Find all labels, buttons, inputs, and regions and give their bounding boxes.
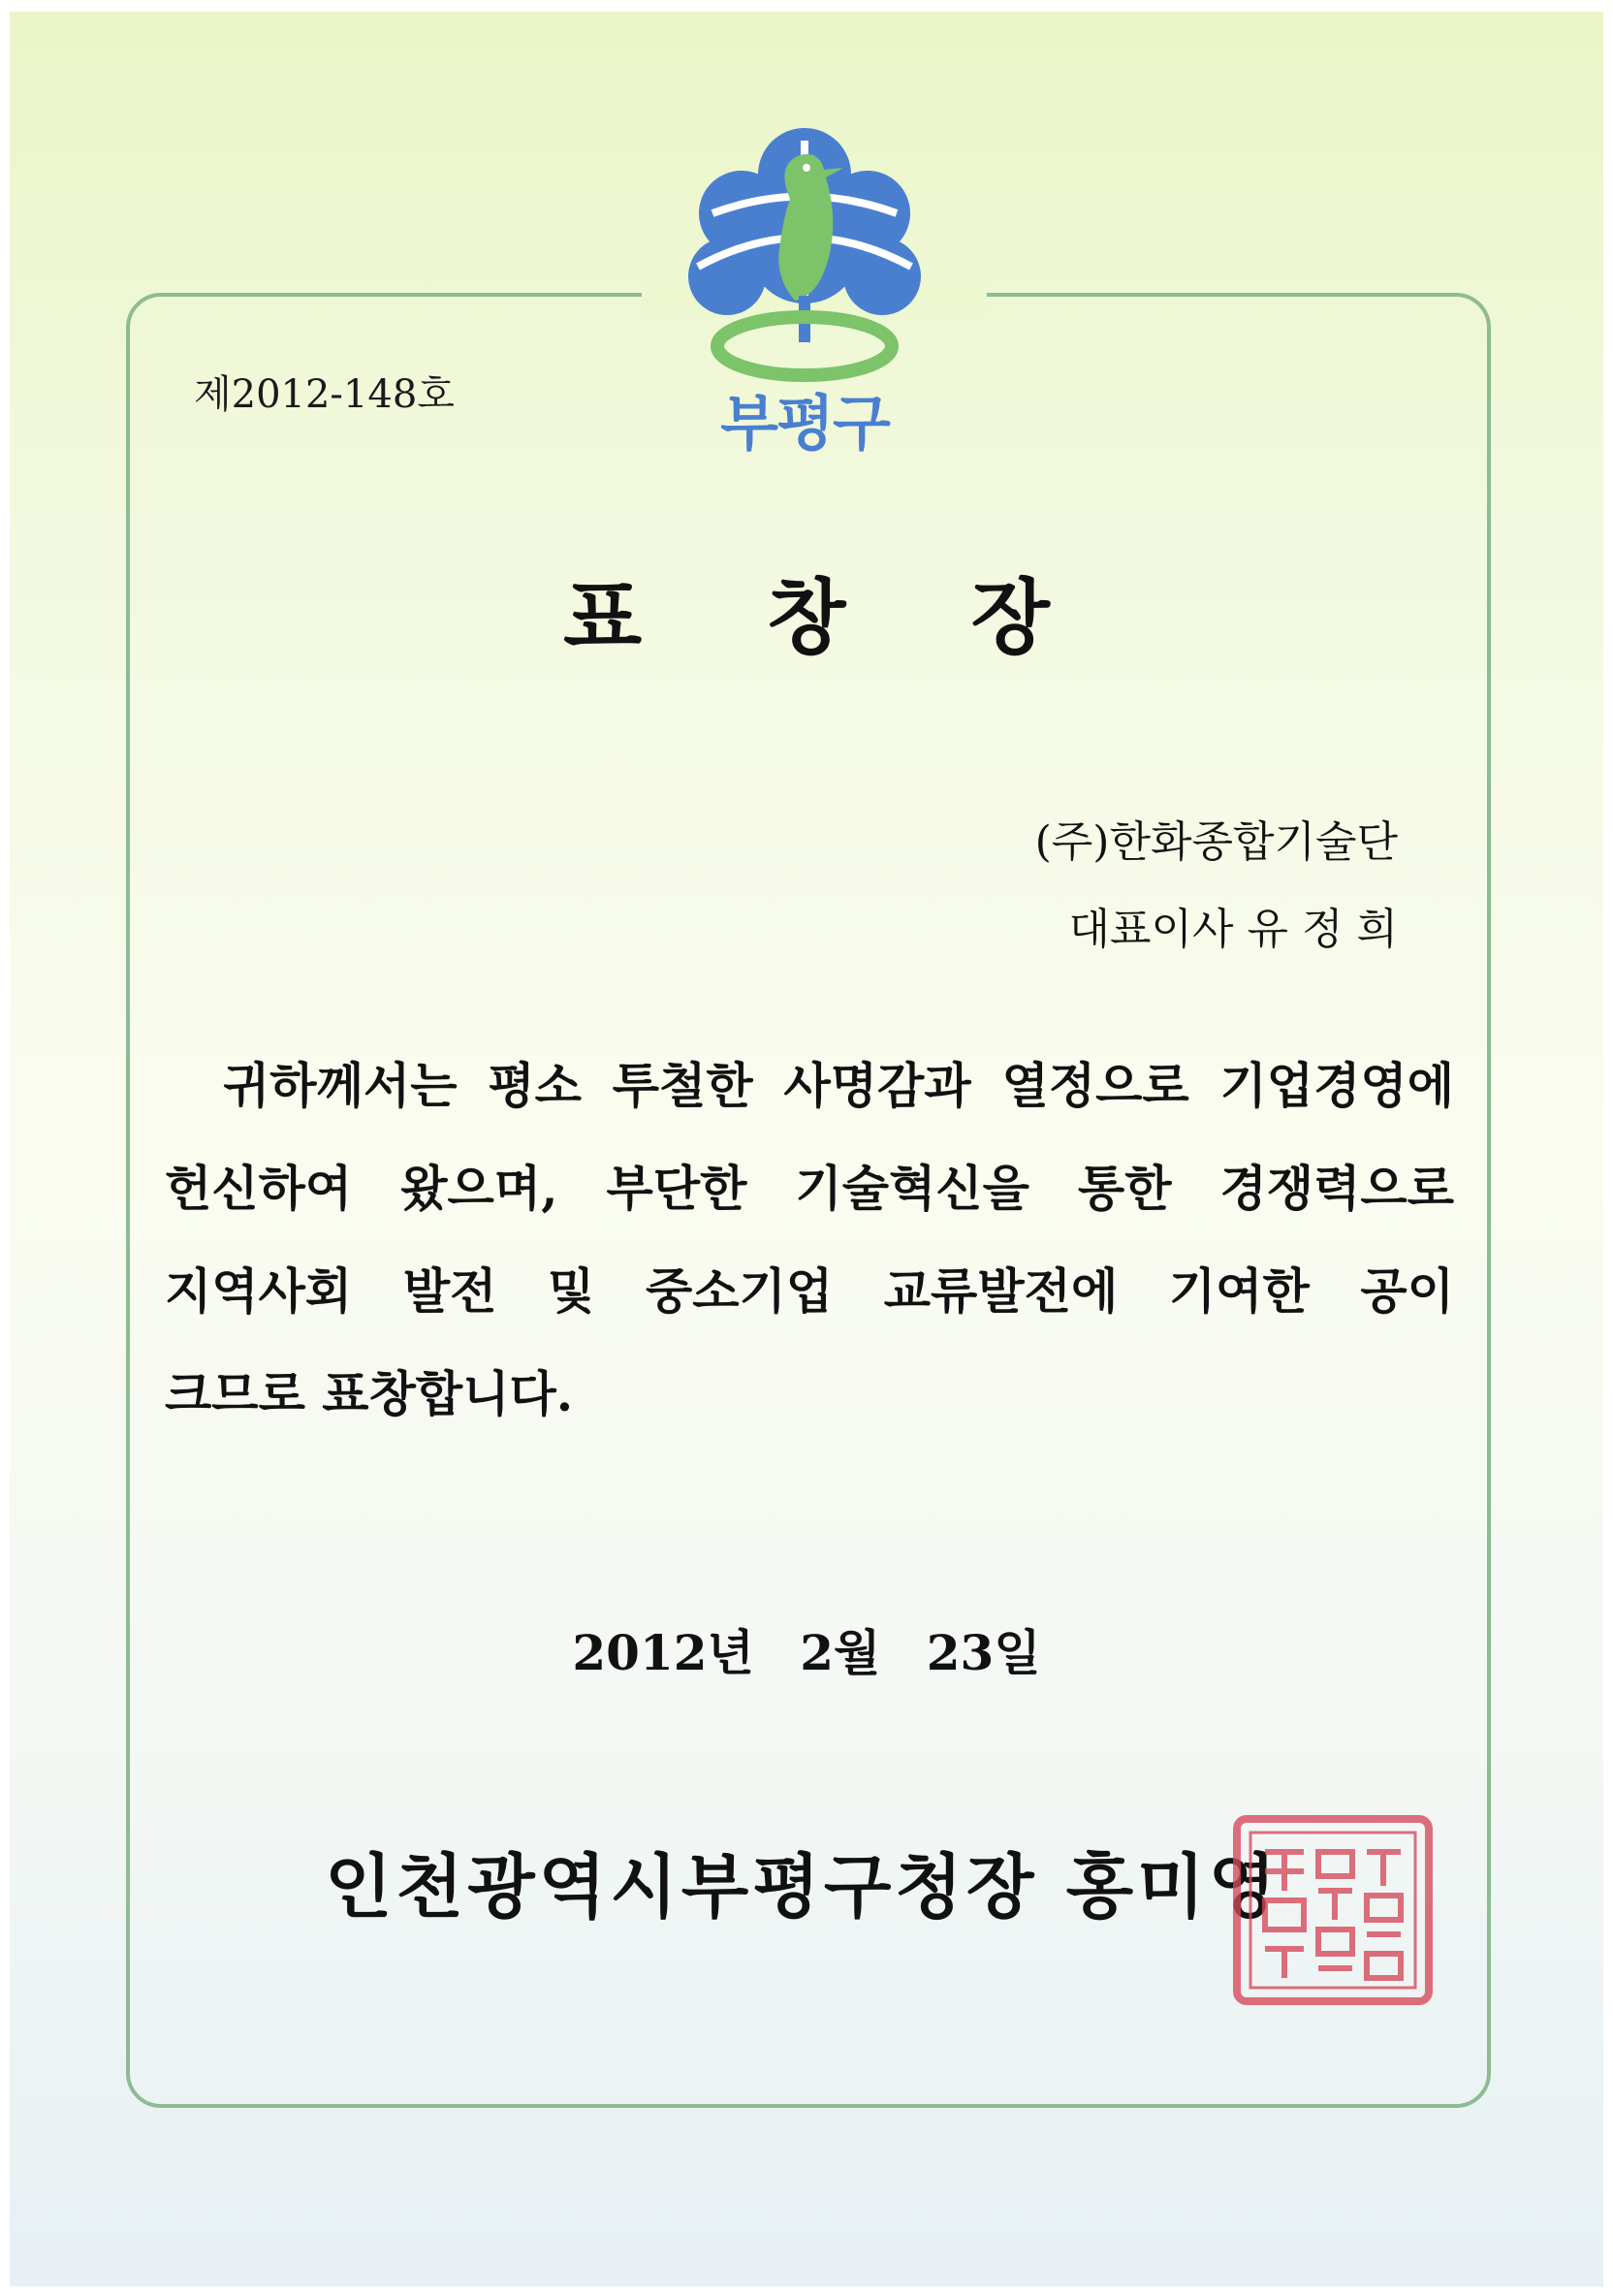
citation-line-1: 귀하께서는 평소 투철한 사명감과 열정으로 기업경영에 — [223, 1057, 1454, 1114]
citation-line-4: 크므로 표창합니다. — [165, 1365, 574, 1422]
dove-emblem-icon — [659, 121, 950, 383]
bupyeong-emblem-icon — [659, 121, 950, 470]
citation-line-3: 지역사회 발전 및 중소기업 교류발전에 기여한 공이 — [165, 1262, 1454, 1320]
issuer-signature: 인천광역시부평구청장 홍미영 — [325, 1845, 1281, 1928]
official-seal-icon — [1231, 1813, 1435, 2007]
certificate-number: 제2012-148호 — [194, 372, 455, 417]
emblem-label: 부평구 — [720, 388, 889, 459]
citation-line-2: 헌신하여 왔으며, 부단한 기술혁신을 통한 경쟁력으로 — [165, 1160, 1454, 1217]
recipient-company: (주)한화종합기술단 — [1034, 817, 1398, 867]
certificate-title: 표 창 장 — [563, 569, 1050, 665]
recipient-representative: 대표이사 유 정 희 — [1068, 905, 1398, 954]
award-date: 2012년 2월 23일 — [572, 1624, 1041, 1681]
